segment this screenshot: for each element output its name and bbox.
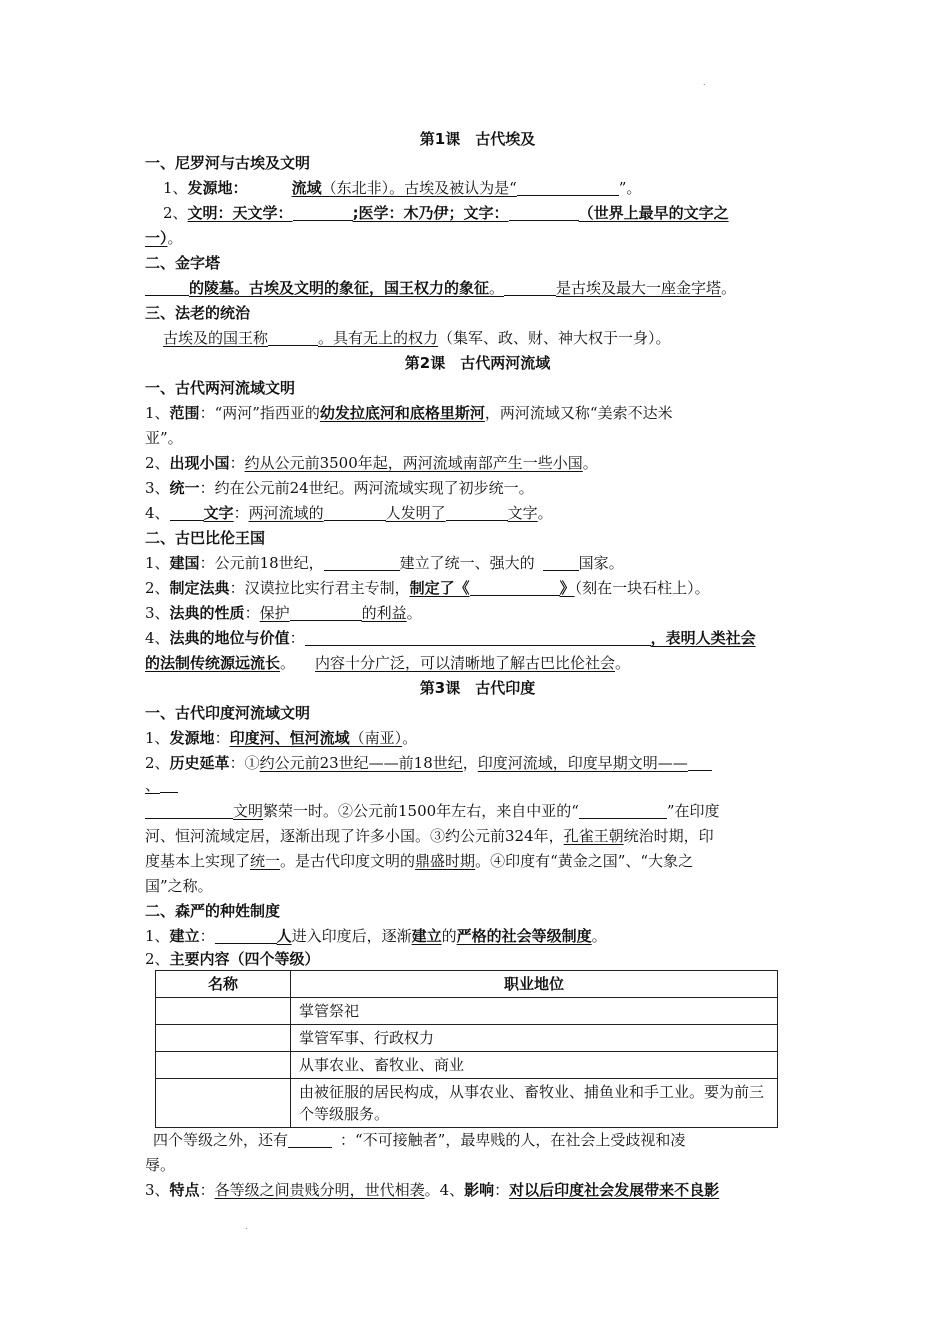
lesson2-line-founding: 1、建国：公元前18世纪， 建立了统一、强大的 国家。 bbox=[145, 554, 624, 572]
lesson1-line-civilization-cont: 一）。 bbox=[145, 229, 183, 247]
lesson1-section3-heading: 三、法老的统治 bbox=[145, 304, 251, 322]
table-header-row bbox=[156, 971, 778, 998]
lesson3-line-history-mark: 、 bbox=[145, 774, 810, 796]
lesson3-line-history-3: 河、恒河流域定居，逐渐出现了许多小国。③约公元前324年，孔雀王朝统治时期，印 bbox=[145, 827, 714, 845]
table-row bbox=[156, 1025, 778, 1052]
lesson1-line-pharaoh: 古埃及的国王称 。具有无上的权力（集军、政、财、神大权于一身）。 bbox=[163, 329, 671, 347]
table-row bbox=[156, 1052, 778, 1079]
lesson1-section1-heading: 一、尼罗河与古埃及文明 bbox=[145, 154, 311, 172]
scan-dot: . bbox=[703, 78, 706, 87]
lesson1-title: 第1课 古代埃及 bbox=[419, 130, 536, 148]
lesson1-section2-heading: 二、金字塔 bbox=[145, 254, 221, 272]
lesson3-title: 第3课 古代印度 bbox=[419, 679, 536, 697]
lesson3-section2-heading: 二、森严的种姓制度 bbox=[145, 902, 281, 920]
table-cell-role: 从事农业、畜牧业、商业 bbox=[291, 1052, 778, 1079]
lesson3-line-untouchables-cont: 辱。 bbox=[145, 1156, 176, 1174]
lesson3-section1-heading: 一、古代印度河流域文明 bbox=[145, 704, 311, 722]
lesson2-line-code-nature: 3、法典的性质：保护 的利益。 bbox=[145, 604, 422, 622]
lesson3-line-origin: 1、发源地：印度河、恒河流域（南亚）。 bbox=[145, 729, 418, 747]
table-cell-role: 掌管军事、行政权力 bbox=[291, 1025, 778, 1052]
lesson1-line-civilization: 2、文明：天文学： ;医学：木乃伊；文字： （世界上最早的文字之 bbox=[163, 204, 729, 222]
lesson2-title: 第2课 古代两河流域 bbox=[404, 354, 551, 372]
table-cell-name bbox=[156, 1079, 291, 1128]
lesson3-line-history: 2、历史延革：①约公元前23世纪——前18世纪，印度河流域，印度早期文明—— bbox=[145, 752, 810, 774]
lesson2-line-code-value: 4、法典的地位与价值： ，表明人类社会 bbox=[145, 629, 756, 647]
lesson2-line-code: 2、制定法典：汉谟拉比实行君主专制，制定了《 》（刻在一块石柱上）。 bbox=[145, 579, 710, 597]
lesson2-line-scope-cont: 亚”。 bbox=[145, 429, 183, 447]
lesson2-section2-heading: 二、古巴比伦王国 bbox=[145, 529, 266, 547]
lesson3-line-history-4: 度基本上实现了统一。是古代印度文明的鼎盛时期。④印度有“黄金之国”、“大象之 bbox=[145, 852, 694, 870]
lesson2-line-writing: 4、 文字：两河流域的 人发明了 文字。 bbox=[145, 504, 553, 522]
lesson2-line-code-value-cont: 的法制传统源远流长。 内容十分广泛，可以清晰地了解古巴比伦社会。 bbox=[145, 654, 631, 672]
lesson3-line-history-5: 国”之称。 bbox=[145, 877, 213, 895]
lesson3-line-caste-founding: 1、建立： 人进入印度后，逐渐建立的严格的社会等级制度。 bbox=[145, 927, 607, 945]
table-cell-name bbox=[156, 1025, 291, 1052]
lesson3-line-features: 3、特点：各等级之间贵贱分明，世代相袭。4、影响：对以后印度社会发展带来不良影 bbox=[145, 1181, 720, 1199]
lesson2-line-unification: 3、统一：约在公元前24世纪。两河流域实现了初步统一。 bbox=[145, 479, 534, 497]
lesson2-line-scope: 1、范围：“两河”指西亚的幼发拉底河和底格里斯河，两河流域又称“美索不达米 bbox=[145, 404, 673, 422]
lesson2-line-small-states: 2、出现小国：约从公元前3500年起，两河流域南部产生一些小国。 bbox=[145, 454, 598, 472]
lesson3-line-caste-content: 2、主要内容（四个等级） bbox=[145, 950, 320, 968]
scan-dot: . bbox=[245, 1222, 248, 1231]
lesson3-line-history-2: 文明繁荣一时。②公元前1500年左右，来自中亚的“ ”在印度 bbox=[145, 800, 810, 822]
caste-table bbox=[155, 970, 778, 1128]
lesson1-line-pyramid: 的陵墓。古埃及文明的象征，国王权力的象征。 是古埃及最大一座金字塔。 bbox=[145, 277, 810, 299]
lesson3-line-untouchables: 四个等级之外，还有 ：“不可接触者”，最卑贱的人，在社会上受歧视和凌 bbox=[153, 1131, 686, 1149]
lesson2-section1-heading: 一、古代两河流域文明 bbox=[145, 379, 296, 397]
table-header-role: 职业地位 bbox=[291, 971, 778, 998]
table-row bbox=[156, 998, 778, 1025]
table-cell-name bbox=[156, 1052, 291, 1079]
table-cell-name bbox=[156, 998, 291, 1025]
table-row bbox=[156, 1079, 778, 1128]
table-cell-role: 由被征服的居民构成，从事农业、畜牧业、捕鱼业和手工业。要为前三个等级服务。 bbox=[291, 1079, 778, 1128]
table-header-name: 名称 bbox=[156, 971, 291, 998]
table-cell-role: 掌管祭祀 bbox=[291, 998, 778, 1025]
lesson1-line-origin: 1、发源地： 流域（东北非）。古埃及被认为是“ ”。 bbox=[163, 179, 642, 197]
